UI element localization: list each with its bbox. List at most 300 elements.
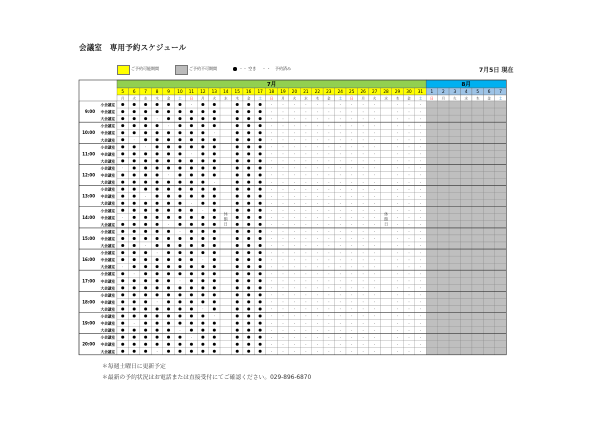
schedule-cell: [438, 327, 449, 334]
booked-dot-icon: [178, 209, 181, 212]
day-number: 5: [476, 89, 480, 95]
vacant-mark: ・: [338, 130, 343, 135]
vacant-mark: ・: [292, 321, 297, 326]
schedule-cell: [380, 193, 391, 200]
schedule-cell: [220, 320, 231, 327]
booked-dot-icon: [178, 188, 181, 191]
vacant-mark: ・: [304, 116, 308, 121]
vacant-mark: ・: [349, 166, 354, 171]
vacant-mark: ・: [418, 116, 423, 121]
schedule-cell: [380, 277, 391, 284]
booked-dot-icon: [247, 272, 250, 275]
schedule-cell: [495, 256, 506, 263]
booked-dot-icon: [259, 103, 262, 106]
booked-dot-icon: [236, 343, 239, 346]
vacant-mark: ・: [407, 314, 411, 319]
vacant-mark: ・: [327, 236, 331, 241]
schedule-cell: [220, 157, 231, 164]
schedule-cell: [426, 157, 437, 164]
vacant-mark: ・: [372, 166, 377, 171]
vacant-mark: ・: [304, 307, 308, 312]
vacant-mark: ・: [372, 229, 377, 234]
closed-day-label-char: 日: [223, 221, 228, 227]
vacant-mark: ・: [395, 180, 400, 185]
schedule-cell: [495, 200, 506, 207]
vacant-mark: ・: [338, 187, 343, 192]
schedule-cell: [220, 200, 231, 207]
schedule-cell: [426, 179, 437, 186]
time-label: 19:00: [82, 320, 95, 326]
vacant-mark: ・: [166, 173, 171, 178]
vacant-mark: ・: [395, 293, 400, 298]
schedule-cell: [483, 101, 494, 108]
weekday-label: 水: [224, 96, 228, 101]
weekday-label: 金: [166, 96, 171, 101]
weekday-label: 水: [143, 96, 148, 101]
vacant-mark: ・: [304, 173, 308, 178]
vacant-mark: ・: [315, 342, 320, 347]
vacant-mark: ・: [281, 152, 285, 157]
vacant-mark: ・: [407, 208, 411, 213]
schedule-cell: [461, 179, 472, 186]
booked-dot-icon: [121, 195, 124, 198]
schedule-cell: [483, 164, 494, 171]
vacant-mark: ・: [349, 257, 354, 262]
vacant-mark: ・: [395, 264, 400, 269]
vacant-mark: ・: [269, 215, 274, 220]
booked-dot-icon: [236, 237, 239, 240]
schedule-cell: [449, 334, 460, 341]
booked-dot-icon: [167, 286, 170, 289]
vacant-mark: ・: [372, 349, 377, 354]
vacant-mark: ・: [407, 130, 411, 135]
vacant-mark: ・: [269, 130, 274, 135]
booked-dot-icon: [213, 103, 216, 106]
booked-dot-icon: [201, 181, 204, 184]
booked-dot-icon: [213, 272, 216, 275]
vacant-mark: ・: [372, 307, 377, 312]
schedule-cell: [472, 136, 483, 143]
vacant-mark: ・: [327, 278, 331, 283]
vacant-mark: ・: [395, 243, 400, 248]
vacant-mark: ・: [304, 271, 308, 276]
vacant-mark: ・: [349, 236, 354, 241]
day-number: 9: [167, 89, 170, 95]
booked-dot-icon: [236, 202, 239, 205]
day-number: 16: [246, 89, 252, 95]
schedule-cell: [472, 115, 483, 122]
booked-dot-icon: [167, 315, 170, 318]
vacant-mark: ・: [338, 137, 343, 142]
vacant-mark: ・: [418, 222, 423, 227]
schedule-cell: [461, 235, 472, 242]
weekday-label: 金: [246, 96, 251, 101]
booked-dot-icon: [156, 110, 159, 113]
vacant-mark: ・: [315, 215, 320, 220]
booked-dot-icon: [167, 131, 170, 134]
booked-dot-icon: [236, 145, 239, 148]
vacant-mark: ・: [418, 137, 423, 142]
room-label: 大会議室: [100, 222, 115, 227]
vacant-mark: ・: [395, 307, 400, 312]
vacant-mark: ・: [304, 166, 308, 171]
booked-dot-icon: [167, 329, 170, 332]
schedule-cell: [426, 313, 437, 320]
booked-dot-icon: [213, 145, 216, 148]
vacant-mark: ・: [338, 264, 343, 269]
booked-dot-icon: [259, 124, 262, 127]
weekday-label: 金: [327, 96, 331, 101]
schedule-cell: [461, 136, 472, 143]
room-label: 大会議室: [100, 117, 115, 122]
vacant-mark: ・: [395, 173, 400, 178]
vacant-mark: ・: [281, 243, 285, 248]
vacant-mark: ・: [372, 321, 377, 326]
schedule-cell: [483, 242, 494, 249]
vacant-mark: ・: [304, 257, 308, 262]
schedule-cell: [449, 305, 460, 312]
booked-dot-icon: [213, 166, 216, 169]
schedule-cell: [495, 193, 506, 200]
weekday-label: 金: [407, 96, 411, 101]
booked-dot-icon: [213, 307, 216, 310]
vacant-mark: ・: [407, 271, 411, 276]
schedule-cell: [380, 320, 391, 327]
vacant-mark: ・: [269, 152, 274, 157]
vacant-mark: ・: [304, 159, 308, 164]
booked-dot-icon: [236, 110, 239, 113]
booked-dot-icon: [190, 272, 193, 275]
vacant-mark: ・: [178, 229, 182, 234]
schedule-cell: [438, 214, 449, 221]
schedule-cell: [472, 249, 483, 256]
vacant-mark: ・: [327, 152, 331, 157]
schedule-cell: [380, 348, 391, 355]
vacant-mark: ・: [372, 264, 377, 269]
vacant-mark: ・: [407, 328, 411, 333]
schedule-cell: [426, 277, 437, 284]
vacant-mark: ・: [327, 250, 331, 255]
vacant-mark: ・: [292, 271, 297, 276]
vacant-mark: ・: [418, 257, 423, 262]
vacant-mark: ・: [132, 137, 136, 142]
schedule-cell: [438, 115, 449, 122]
schedule-cell: [426, 186, 437, 193]
schedule-cell: [495, 313, 506, 320]
vacant-mark: ・: [418, 300, 423, 305]
vacant-mark: ・: [372, 293, 377, 298]
vacant-mark: ・: [327, 328, 331, 333]
vacant-mark: ・: [269, 342, 274, 347]
day-number: 26: [360, 89, 366, 95]
booked-dot-icon: [190, 244, 193, 247]
booked-dot-icon: [121, 124, 124, 127]
schedule-cell: [438, 277, 449, 284]
vacant-mark: ・: [315, 173, 320, 178]
vacant-mark: ・: [327, 208, 331, 213]
schedule-cell: [426, 193, 437, 200]
booked-dot-icon: [133, 307, 136, 310]
vacant-mark: ・: [395, 271, 400, 276]
booked-dot-icon: [190, 265, 193, 268]
day-number: 2: [441, 89, 445, 95]
booked-dot-icon: [178, 174, 181, 177]
vacant-mark: ・: [304, 215, 308, 220]
schedule-cell: [472, 327, 483, 334]
booked-dot-icon: [178, 166, 181, 169]
booked-dot-icon: [247, 279, 250, 282]
booked-dot-icon: [133, 188, 136, 191]
booked-dot-icon: [144, 181, 147, 184]
schedule-cell: [438, 242, 449, 249]
schedule-cell: [483, 277, 494, 284]
vacant-mark: ・: [361, 215, 365, 220]
day-number: 28: [383, 89, 389, 95]
schedule-cell: [380, 228, 391, 235]
schedule-cell: [495, 242, 506, 249]
room-label: 小会議室: [100, 293, 115, 298]
vacant-mark: ・: [361, 222, 365, 227]
booked-dot-icon: [178, 265, 181, 268]
vacant-mark: ・: [338, 257, 343, 262]
schedule-cell: [483, 129, 494, 136]
booked-dot-icon: [247, 293, 250, 296]
booked-dot-icon: [156, 152, 159, 155]
booked-dot-icon: [259, 293, 262, 296]
vacant-mark: ・: [281, 264, 285, 269]
vacant-mark: ・: [418, 293, 423, 298]
vacant-mark: ・: [361, 137, 365, 142]
booked-dot-icon: [156, 329, 159, 332]
schedule-cell: [426, 334, 437, 341]
vacant-mark: ・: [315, 201, 320, 206]
vacant-mark: ・: [395, 187, 400, 192]
booked-dot-icon: [178, 237, 181, 240]
vacant-mark: ・: [361, 250, 365, 255]
vacant-mark: ・: [269, 250, 274, 255]
vacant-mark: ・: [338, 278, 343, 283]
day-number: 3: [453, 89, 457, 95]
booked-dot-icon: [201, 329, 204, 332]
booked-dot-icon: [259, 329, 262, 332]
schedule-cell: [495, 263, 506, 270]
vacant-mark: ・: [395, 236, 400, 241]
vacant-mark: ・: [349, 307, 354, 312]
booked-dot-icon: [259, 110, 262, 113]
schedule-cell: [449, 249, 460, 256]
vacant-mark: ・: [418, 328, 423, 333]
booked-dot-icon: [201, 138, 204, 141]
schedule-cell: [426, 136, 437, 143]
booked-dot-icon: [167, 307, 170, 310]
schedule-cell: [461, 249, 472, 256]
booked-dot-icon: [213, 279, 216, 282]
vacant-mark: ・: [269, 300, 274, 305]
booked-dot-icon: [144, 293, 147, 296]
vacant-mark: ・: [395, 278, 400, 283]
booked-dot-icon: [201, 315, 204, 318]
vacant-mark: ・: [395, 314, 400, 319]
weekday-label: 月: [281, 96, 285, 101]
booked-dot-icon: [167, 152, 170, 155]
booked-dot-icon: [259, 117, 262, 120]
vacant-mark: ・: [418, 166, 423, 171]
schedule-cell: [438, 235, 449, 242]
schedule-cell: [426, 327, 437, 334]
booked-dot-icon: [156, 145, 159, 148]
schedule-cell: [220, 256, 231, 263]
booked-dot-icon: [247, 110, 250, 113]
vacant-mark: ・: [407, 307, 411, 312]
booked-dot-icon: [236, 244, 239, 247]
schedule-cell: [472, 348, 483, 355]
vacant-mark: ・: [304, 194, 308, 199]
vacant-mark: ・: [269, 173, 274, 178]
booked-dot-icon: [133, 181, 136, 184]
booked-dot-icon: [201, 131, 204, 134]
schedule-cell: [472, 172, 483, 179]
vacant-mark: ・: [338, 229, 343, 234]
schedule-cell: [449, 242, 460, 249]
booked-dot-icon: [201, 350, 204, 353]
weekday-label: 木: [395, 96, 400, 101]
booked-dot-icon: [167, 145, 170, 148]
schedule-cell: [426, 291, 437, 298]
booked-dot-icon: [156, 237, 159, 240]
vacant-mark: ・: [361, 201, 365, 206]
booked-dot-icon: [213, 237, 216, 240]
vacant-mark: ・: [338, 208, 343, 213]
booked-dot-icon: [133, 329, 136, 332]
schedule-cell: [380, 242, 391, 249]
booked-dot-icon: [190, 307, 193, 310]
schedule-cell: [426, 207, 437, 214]
booked-dot-icon: [156, 124, 159, 127]
time-label: 15:00: [82, 235, 95, 241]
booked-dot-icon: [144, 230, 147, 233]
schedule-cell: [449, 228, 460, 235]
schedule-cell: [461, 221, 472, 228]
schedule-cell: [220, 341, 231, 348]
vacant-mark: ・: [269, 137, 274, 142]
booked-dot-icon: [259, 188, 262, 191]
vacant-mark: ・: [315, 187, 320, 192]
schedule-cell: [438, 200, 449, 207]
vacant-mark: ・: [338, 236, 343, 241]
schedule-cell: [380, 122, 391, 129]
booked-dot-icon: [259, 350, 262, 353]
schedule-cell: [449, 157, 460, 164]
vacant-mark: ・: [281, 222, 285, 227]
vacant-mark: ・: [292, 123, 297, 128]
vacant-mark: ・: [315, 321, 320, 326]
vacant-mark: ・: [372, 180, 377, 185]
vacant-mark: ・: [327, 187, 331, 192]
vacant-mark: ・: [407, 159, 411, 164]
weekday-label: 土: [178, 96, 182, 101]
schedule-cell: [472, 164, 483, 171]
vacant-mark: ・: [418, 236, 423, 241]
schedule-cell: [438, 193, 449, 200]
booked-dot-icon: [156, 174, 159, 177]
weekday-label: 日: [269, 96, 274, 101]
schedule-cell: [449, 207, 460, 214]
schedule-cell: [472, 101, 483, 108]
room-label: 中会議室: [100, 131, 115, 136]
vacant-mark: ・: [327, 321, 331, 326]
vacant-mark: ・: [395, 123, 400, 128]
schedule-cell: [461, 207, 472, 214]
schedule-cell: [483, 298, 494, 305]
vacant-mark: ・: [418, 208, 423, 213]
day-number: 30: [406, 89, 412, 95]
vacant-mark: ・: [292, 307, 297, 312]
schedule-cell: [483, 207, 494, 214]
vacant-mark: ・: [361, 307, 365, 312]
vacant-mark: ・: [292, 166, 297, 171]
vacant-mark: ・: [281, 116, 285, 121]
day-number: 24: [337, 89, 343, 95]
room-label: 中会議室: [100, 279, 115, 284]
vacant-mark: ・: [132, 321, 136, 326]
booked-dot-icon: [156, 138, 159, 141]
booked-dot-icon: [201, 223, 204, 226]
vacant-mark: ・: [361, 243, 365, 248]
booked-dot-icon: [144, 159, 147, 162]
vacant-mark: ・: [372, 236, 377, 241]
schedule-cell: [472, 129, 483, 136]
schedule-cell: [449, 164, 460, 171]
booked-dot-icon: [201, 124, 204, 127]
schedule-cell: [483, 186, 494, 193]
booked-dot-icon: [201, 195, 204, 198]
schedule-cell: [220, 186, 231, 193]
vacant-mark: ・: [395, 194, 400, 199]
vacant-mark: ・: [407, 264, 411, 269]
schedule-cell: [438, 143, 449, 150]
room-label: 小会議室: [100, 335, 115, 340]
schedule-cell: [483, 221, 494, 228]
vacant-mark: ・: [338, 201, 343, 206]
vacant-mark: ・: [315, 307, 320, 312]
booked-dot-icon: [167, 117, 170, 120]
closed-day-label-char: 日: [384, 221, 389, 227]
booked-dot-icon: [156, 188, 159, 191]
vacant-mark: ・: [418, 286, 423, 291]
vacant-mark: ・: [372, 152, 377, 157]
booked-dot-icon: [213, 152, 216, 155]
booked-dot-icon: [190, 174, 193, 177]
booked-dot-icon: [178, 272, 181, 275]
booked-dot-icon: [156, 315, 159, 318]
schedule-cell: [472, 157, 483, 164]
booked-dot-icon: [156, 293, 159, 296]
booked-dot-icon: [144, 251, 147, 254]
booked-dot-icon: [178, 103, 181, 106]
vacant-mark: ・: [338, 152, 343, 157]
vacant-mark: ・: [315, 166, 320, 171]
booked-dot-icon: [190, 124, 193, 127]
booked-dot-icon: [133, 131, 136, 134]
vacant-mark: ・: [418, 109, 423, 114]
booked-dot-icon: [133, 124, 136, 127]
schedule-cell: [461, 228, 472, 235]
vacant-mark: ・: [281, 194, 285, 199]
schedule-cell: [495, 291, 506, 298]
booked-dot-icon: [144, 188, 147, 191]
booked-dot-icon: [213, 286, 216, 289]
schedule-cell: [438, 179, 449, 186]
